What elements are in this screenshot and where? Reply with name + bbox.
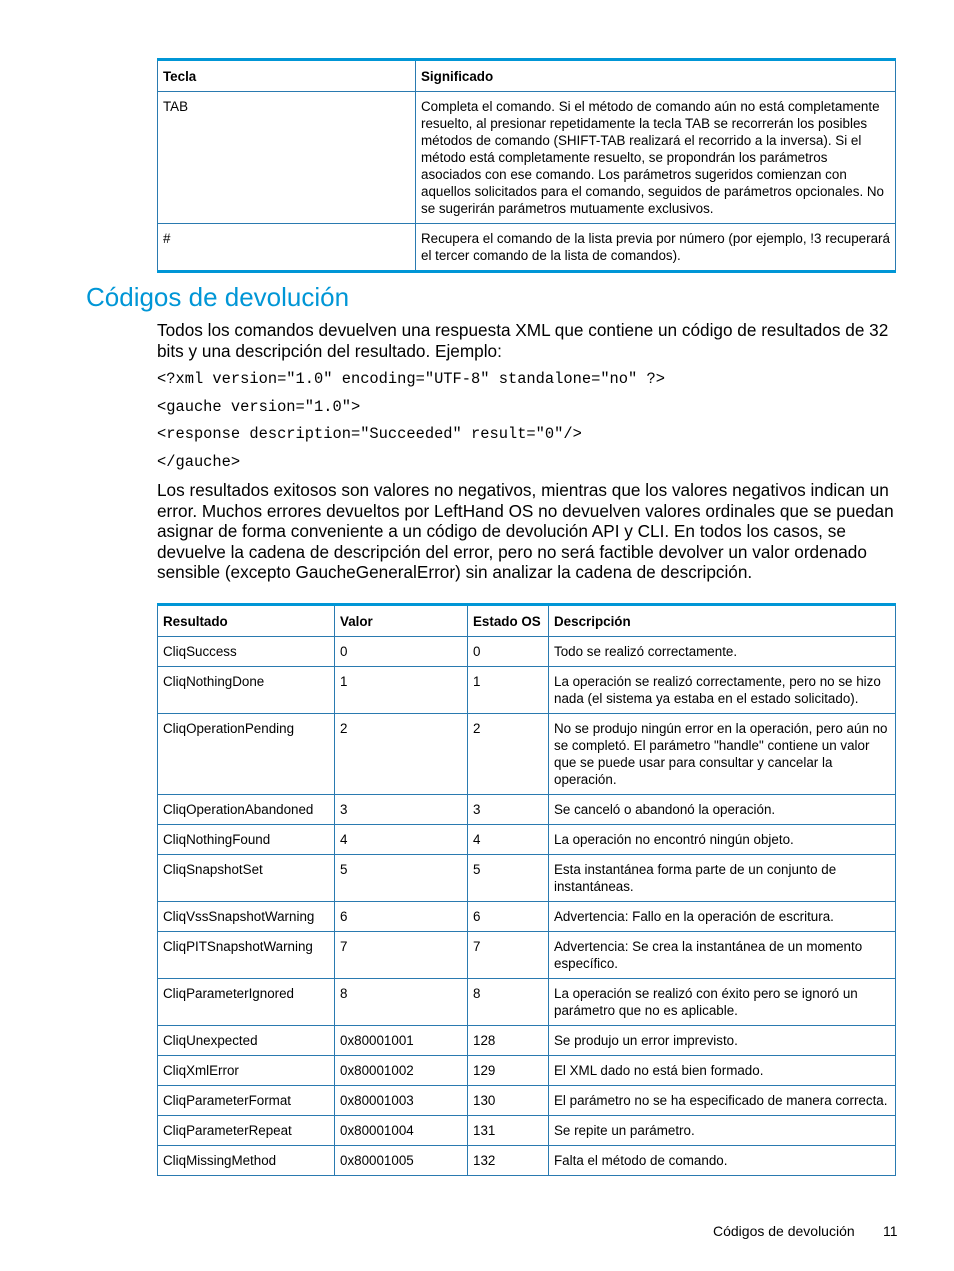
value-cell: 0x80001004 <box>335 1116 468 1146</box>
result-cell: CliqPITSnapshotWarning <box>158 932 335 979</box>
result-cell: CliqParameterIgnored <box>158 979 335 1026</box>
table-row <box>158 855 896 902</box>
value-cell: 7 <box>335 932 468 979</box>
table-row <box>158 92 896 224</box>
table-row <box>158 224 896 272</box>
page-number: 11 <box>883 1223 898 1239</box>
key-cell: # <box>158 224 416 272</box>
description-cell: La operación se realizó con éxito pero se ignoró un parámetro que no es aplicable. <box>549 979 896 1026</box>
description-cell: Todo se realizó correctamente. <box>549 637 896 667</box>
code-line: </gauche> <box>157 453 241 471</box>
table-row <box>158 667 896 714</box>
description-cell: La operación se realizó correctamente, pero no se hizo nada (el sistema ya estaba en el estado solicitado). <box>549 667 896 714</box>
value-cell: 5 <box>335 855 468 902</box>
os-status-cell: 1 <box>468 667 549 714</box>
result-cell: CliqSuccess <box>158 637 335 667</box>
value-cell: 0x80001002 <box>335 1056 468 1086</box>
code-line: <gauche version="1.0"> <box>157 398 361 416</box>
results-paragraph: Los resultados exitosos son valores no negativos, mientras que los valores negativos indican un error. Muchos errores devueltos por LeftHand OS no devuelven valores ordinales que se puedan asignar de forma conveniente a un código de devolución API y CLI. En todos los casos, se devuelve la cadena de descripción del error, pero no será factible devolver un valor ordenado sensible (excepto GaucheGeneralError) sin analizar la cadena de descripción. <box>157 480 894 583</box>
result-cell: CliqUnexpected <box>158 1026 335 1056</box>
code-line: <?xml version="1.0" encoding="UTF-8" standalone="no" ?> <box>157 370 665 388</box>
value-cell: 0x80001005 <box>335 1146 468 1176</box>
result-cell: CliqOperationAbandoned <box>158 795 335 825</box>
table-row <box>158 932 896 979</box>
value-cell: 3 <box>335 795 468 825</box>
table-row <box>158 1116 896 1146</box>
os-status-cell: 2 <box>468 714 549 795</box>
result-cell: CliqOperationPending <box>158 714 335 795</box>
table-row <box>158 795 896 825</box>
value-cell: 4 <box>335 825 468 855</box>
header-cell: Valor <box>335 605 468 637</box>
header-cell: Tecla <box>158 60 416 92</box>
value-cell: 0 <box>335 637 468 667</box>
meaning-cell: Recupera el comando de la lista previa por número (por ejemplo, !3 recuperará el tercer comando de la lista de comandos). <box>416 224 896 272</box>
table-row <box>158 902 896 932</box>
code-line: <response description="Succeeded" result="0"/> <box>157 425 582 443</box>
result-cell: CliqXmlError <box>158 1056 335 1086</box>
os-status-cell: 0 <box>468 637 549 667</box>
description-cell: Esta instantánea forma parte de un conjunto de instantáneas. <box>549 855 896 902</box>
result-cell: CliqVssSnapshotWarning <box>158 902 335 932</box>
description-cell: Se repite un parámetro. <box>549 1116 896 1146</box>
os-status-cell: 8 <box>468 979 549 1026</box>
table-row <box>158 1056 896 1086</box>
description-cell: Se canceló o abandonó la operación. <box>549 795 896 825</box>
description-cell: No se produjo ningún error en la operación, pero aún no se completó. El parámetro "handle" contiene un valor que se puede usar para consultar y cancelar la operación. <box>549 714 896 795</box>
description-cell: Advertencia: Se crea la instantánea de un momento específico. <box>549 932 896 979</box>
table-header-row <box>158 60 896 92</box>
os-status-cell: 7 <box>468 932 549 979</box>
result-cell: CliqSnapshotSet <box>158 855 335 902</box>
result-cell: CliqNothingDone <box>158 667 335 714</box>
table-header-row <box>158 605 896 637</box>
footer-section-title: Códigos de devolución <box>713 1223 855 1239</box>
table-row <box>158 637 896 667</box>
header-cell: Resultado <box>158 605 335 637</box>
table-row <box>158 1146 896 1176</box>
description-cell: Se produjo un error imprevisto. <box>549 1026 896 1056</box>
result-cell: CliqParameterFormat <box>158 1086 335 1116</box>
os-status-cell: 129 <box>468 1056 549 1086</box>
description-cell: Advertencia: Fallo en la operación de escritura. <box>549 902 896 932</box>
result-cell: CliqNothingFound <box>158 825 335 855</box>
table-row <box>158 979 896 1026</box>
keys-table <box>157 58 896 273</box>
os-status-cell: 130 <box>468 1086 549 1116</box>
os-status-cell: 131 <box>468 1116 549 1146</box>
value-cell: 0x80001003 <box>335 1086 468 1116</box>
table-row <box>158 825 896 855</box>
os-status-cell: 5 <box>468 855 549 902</box>
value-cell: 8 <box>335 979 468 1026</box>
header-cell: Significado <box>416 60 896 92</box>
os-status-cell: 6 <box>468 902 549 932</box>
os-status-cell: 4 <box>468 825 549 855</box>
return-codes-table <box>157 603 896 1176</box>
header-cell: Estado OS <box>468 605 549 637</box>
meaning-cell: Completa el comando. Si el método de comando aún no está completamente resuelto, al presionar repetidamente la tecla TAB se recorrerán los posibles métodos de comando (SHIFT-TAB realizará el recorrido a la inversa). Si el método está completamente resuelto, se propondrán los parámetros asociados con ese comando. Los parámetros sugeridos comienzan con aquellos solicitados para el comando, seguidos de parámetros opcionales. No se sugerirán parámetros mutuamente exclusivos. <box>416 92 896 224</box>
description-cell: Falta el método de comando. <box>549 1146 896 1176</box>
section-title: Códigos de devolución <box>86 282 350 312</box>
os-status-cell: 132 <box>468 1146 549 1176</box>
description-cell: La operación no encontró ningún objeto. <box>549 825 896 855</box>
table-row <box>158 1026 896 1056</box>
table-row <box>158 1086 896 1116</box>
result-cell: CliqMissingMethod <box>158 1146 335 1176</box>
value-cell: 1 <box>335 667 468 714</box>
header-cell: Descripción <box>549 605 896 637</box>
table-row <box>158 714 896 795</box>
value-cell: 6 <box>335 902 468 932</box>
os-status-cell: 3 <box>468 795 549 825</box>
result-cell: CliqParameterRepeat <box>158 1116 335 1146</box>
value-cell: 2 <box>335 714 468 795</box>
os-status-cell: 128 <box>468 1026 549 1056</box>
key-cell: TAB <box>158 92 416 224</box>
description-cell: El parámetro no se ha especificado de manera correcta. <box>549 1086 896 1116</box>
description-cell: El XML dado no está bien formado. <box>549 1056 896 1086</box>
value-cell: 0x80001001 <box>335 1026 468 1056</box>
intro-paragraph: Todos los comandos devuelven una respuesta XML que contiene un código de resultados de 32 bits y una descripción del resultado. Ejemplo: <box>157 320 889 361</box>
